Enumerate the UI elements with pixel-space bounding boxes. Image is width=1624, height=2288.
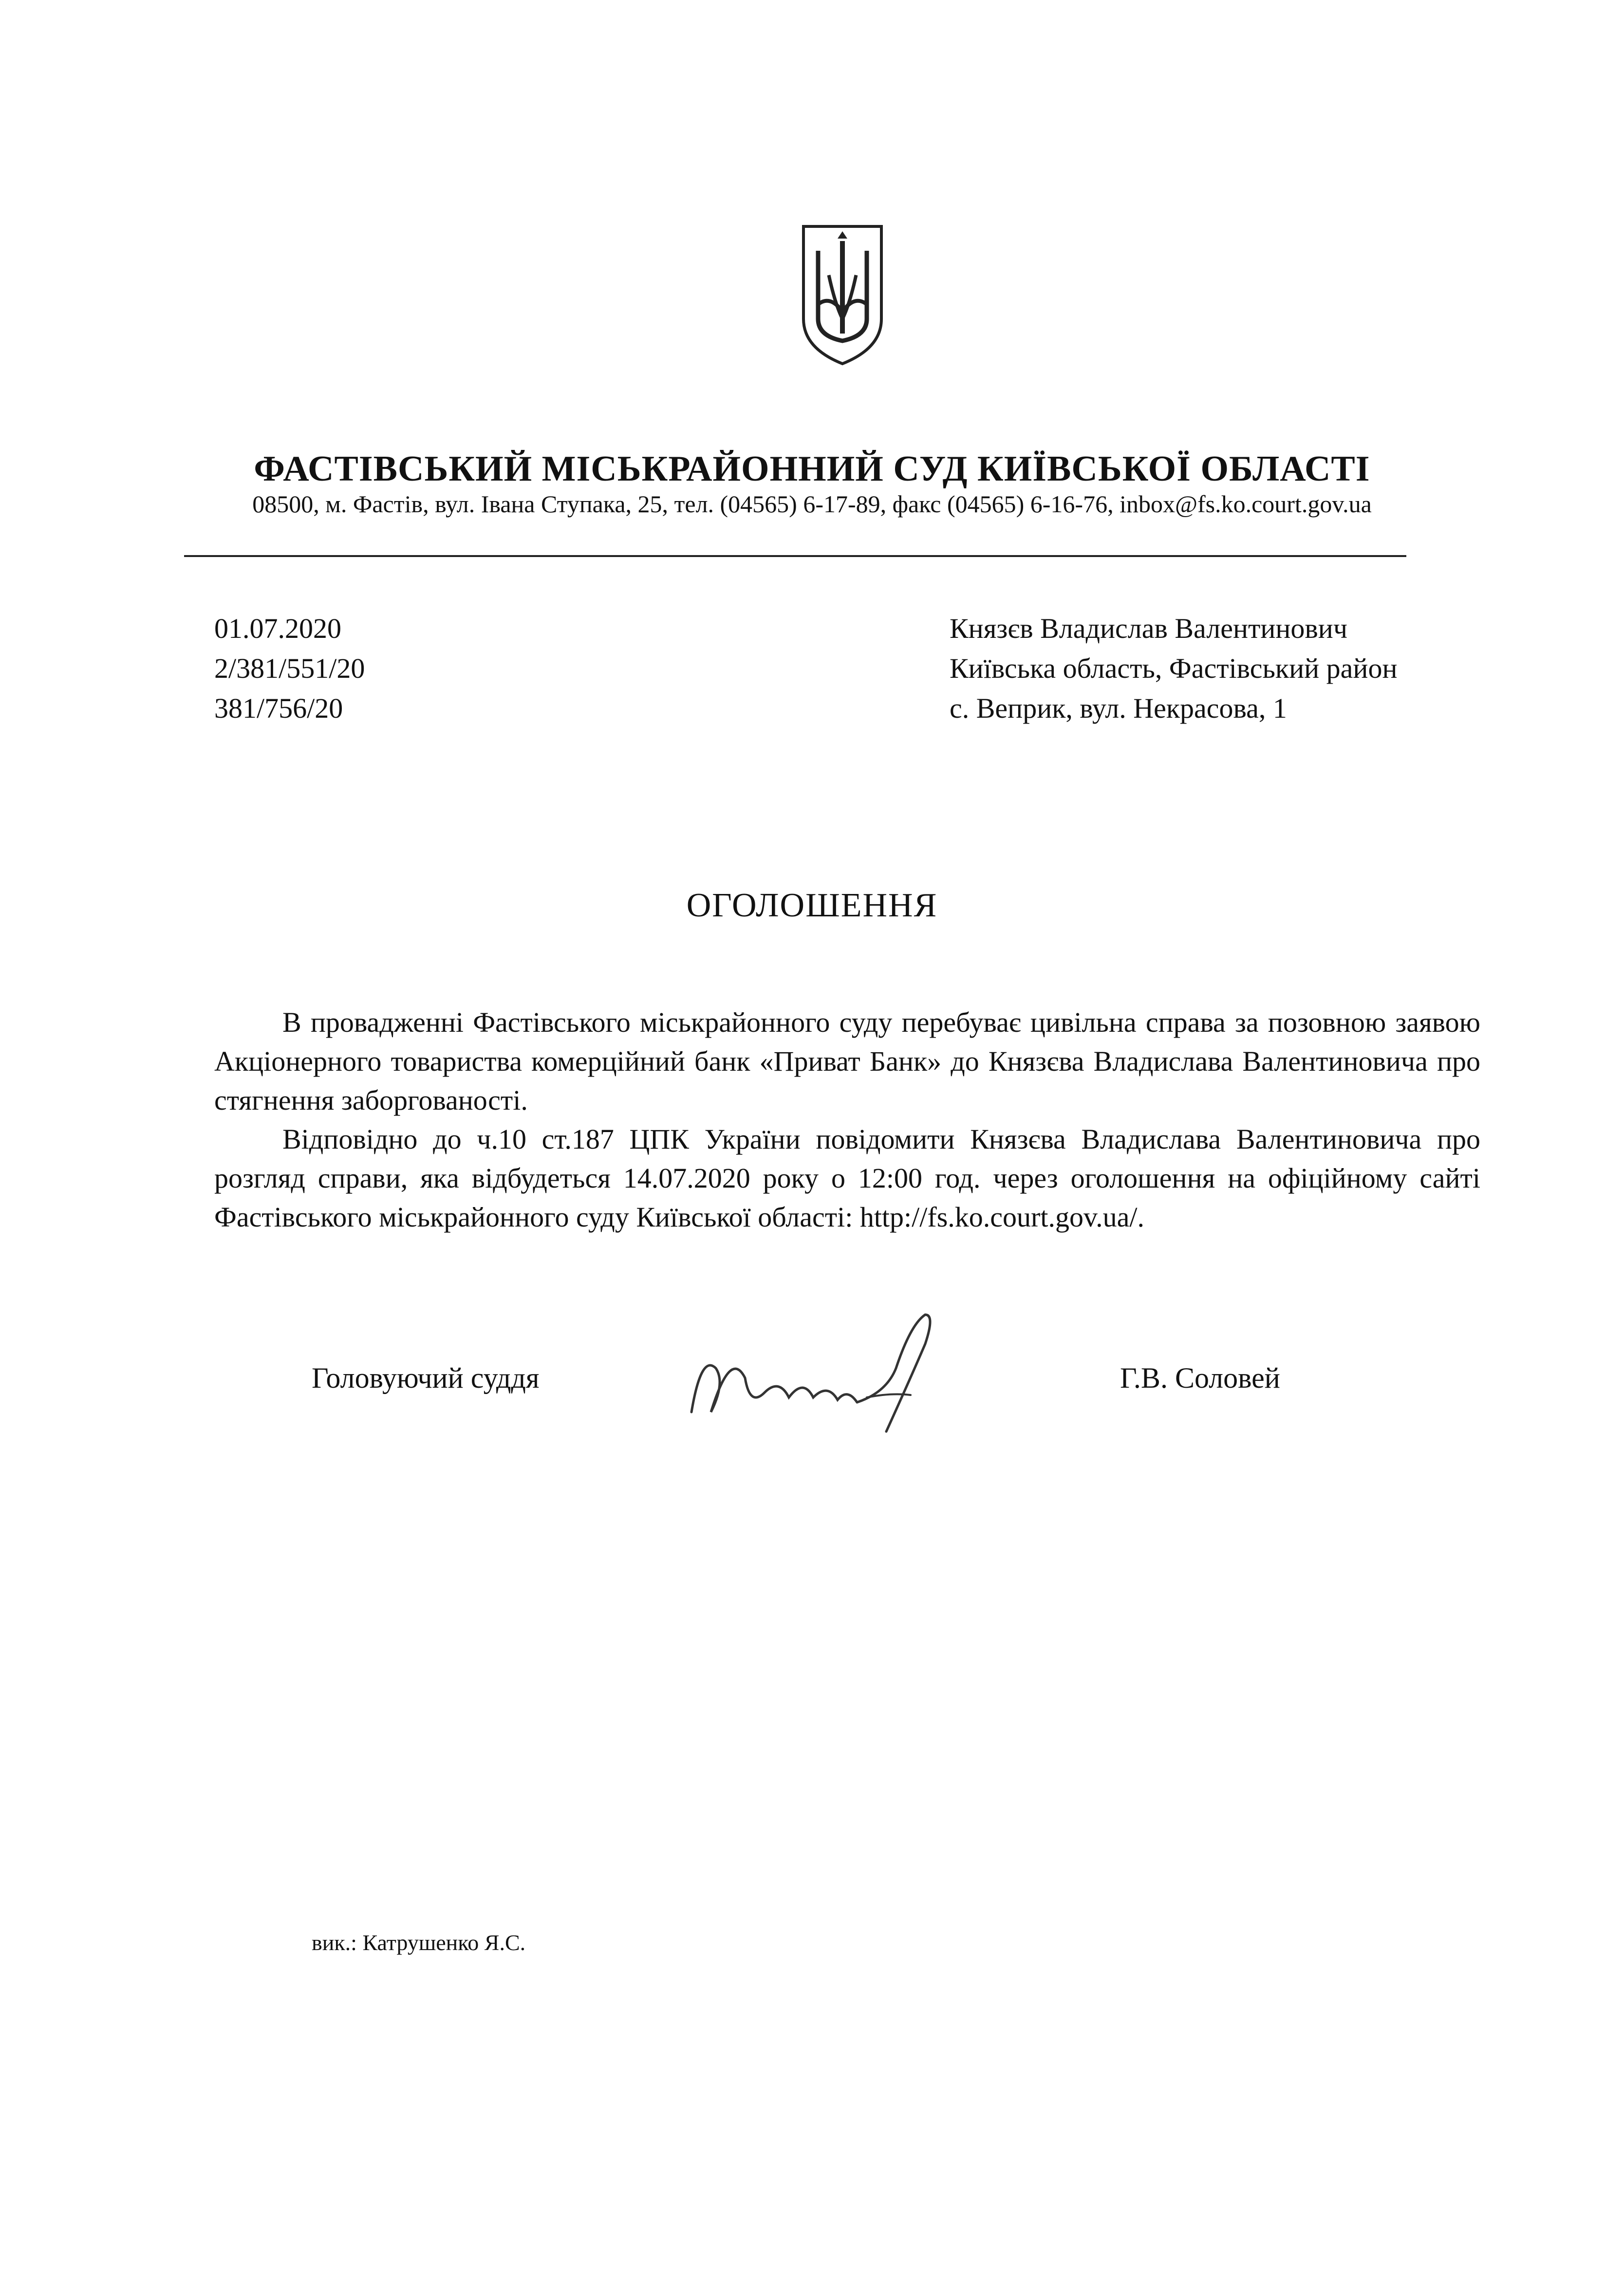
outgoing-number: 2/381/551/20 xyxy=(214,652,365,684)
notice-paragraph-2: Відповідно до ч.10 ст.187 ЦПК України повідомити Князєва Владислава Валентиновича про розгляд справи, яка відбудеться 14.07.2020 року о 12:00 год. через оголошення на офіційному сайті Фастівського міськрайонного суду Київської області: http://fs.ko.court.gov.ua/. xyxy=(214,1123,1480,1233)
handwritten-signature xyxy=(682,1295,954,1441)
signer-title: Головуючий суддя xyxy=(312,1362,540,1394)
recipient-block xyxy=(950,609,1398,728)
executor-note: вик.: Катрушенко Я.С. xyxy=(312,1930,526,1955)
court-address: 08500, м. Фастів, вул. Івана Ступака, 25, тел. (04565) 6-17-89, факс (04565) 6-16-76, inbox@fs.ko.court.gov.ua xyxy=(252,490,1372,518)
recipient-region: Київська область, Фастівський район xyxy=(950,652,1398,684)
signer-name: Г.В. Соловей xyxy=(1120,1362,1280,1394)
document-references xyxy=(214,609,365,728)
document-date: 01.07.2020 xyxy=(214,613,341,644)
court-name: ФАСТІВСЬКИЙ МІСЬКРАЙОННИЙ СУД КИЇВСЬКОЇ ОБЛАСТІ xyxy=(254,449,1370,489)
notice-body xyxy=(214,1003,1480,1237)
notice-paragraph-1: В провадженні Фастівського міськрайонного суду перебуває цивільна справа за позовною заявою Акціонерного товариства комерційний банк «Приват Банк» до Князєва Владислава Валентиновича про стягнення заборгованості. xyxy=(214,1006,1480,1116)
tryzub-emblem-icon xyxy=(799,222,886,368)
header-divider xyxy=(184,555,1406,557)
recipient-name: Князєв Владислав Валентинович xyxy=(950,613,1348,644)
case-number: 381/756/20 xyxy=(214,692,343,724)
notice-heading: ОГОЛОШЕННЯ xyxy=(686,887,938,924)
recipient-street: с. Веприк, вул. Некрасова, 1 xyxy=(950,692,1287,724)
